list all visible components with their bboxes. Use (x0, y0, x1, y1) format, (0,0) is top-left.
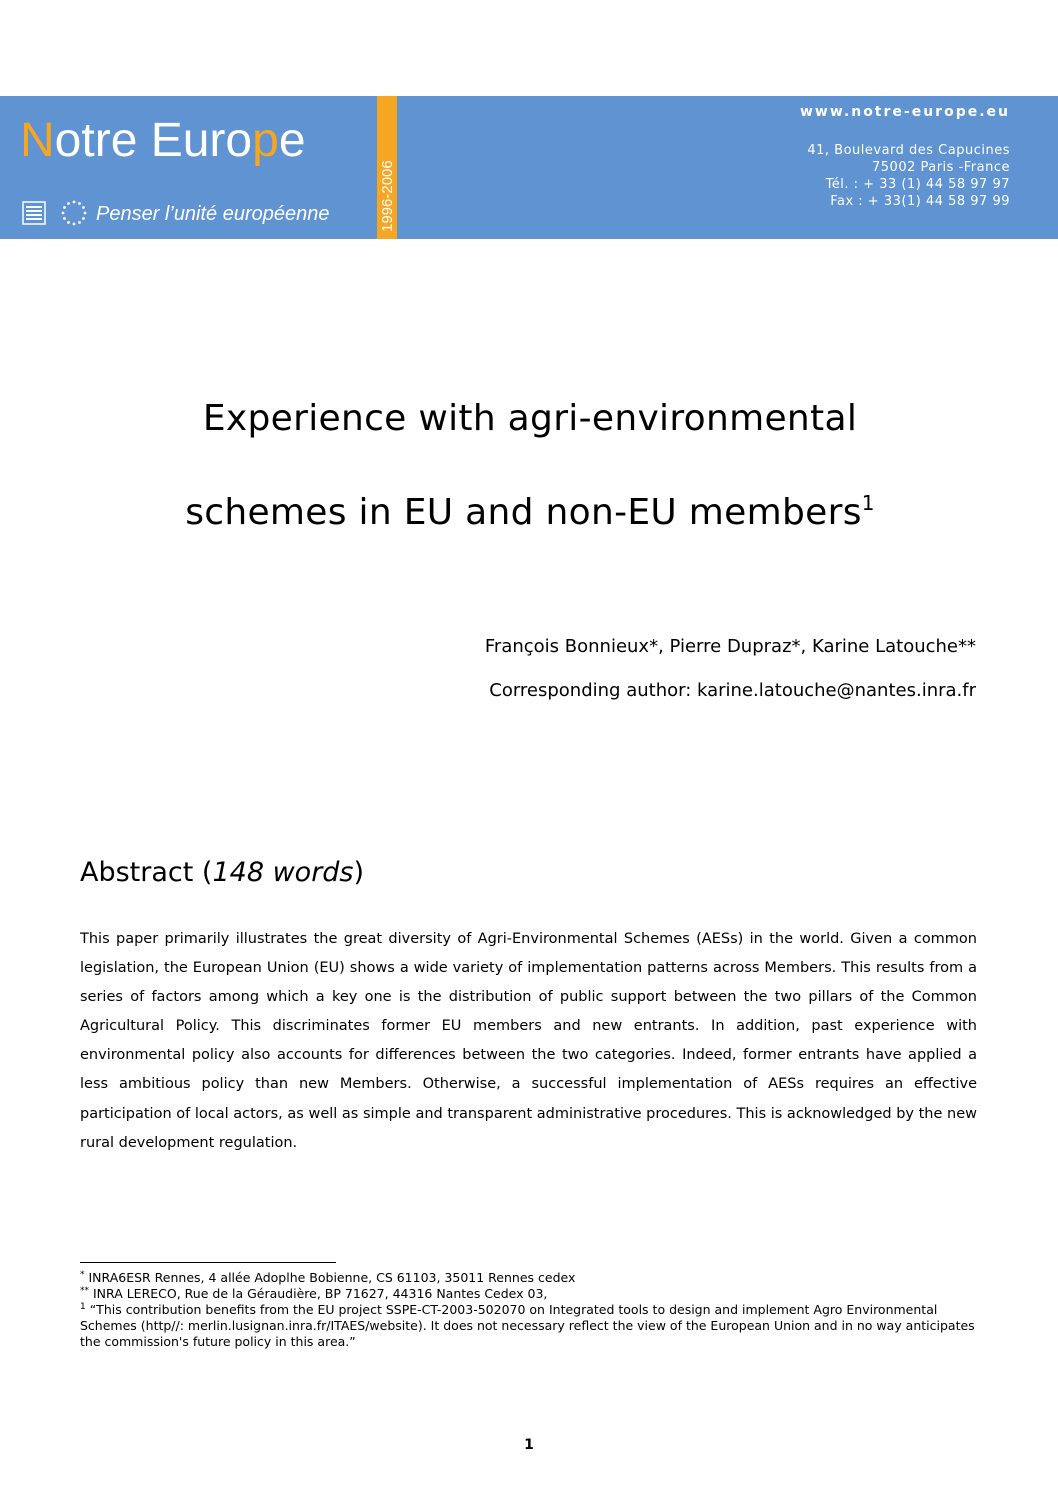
abstract-heading-label: Abstract ( (80, 857, 213, 888)
footnotes (80, 1270, 977, 1350)
logo-mid: otre Euro (54, 114, 253, 167)
footnote-2-mark: ** (80, 1286, 89, 1296)
footnote-1-text: INRA6ESR Rennes, 4 allée Adoplhe Bobienne, CS 61103, 35011 Rennes cedex (84, 1270, 576, 1285)
footnote-3-text: “This contribution benefits from the EU project SSPE-CT-2003-502070 on Integrated tools to design and implement Agro Environmental Schemes (http//: merlin.lusignan.inra.fr/ITAES/website). It does not necessary reflect the view of the European Union and in no way anticipates the commission's future policy in this area.” (80, 1302, 975, 1349)
abstract-heading (80, 855, 364, 891)
abstract-body: This paper primarily illustrates the great diversity of Agri-Environmental Schemes (AESs) in the world. Given a common legislation, the European Union (EU) shows a wide variety of implementation patterns across Members. This results from a series of factors among which a key one is the distribution of public support between the two pillars of the Common Agricultural Policy. This discriminates former EU members and new entrants. In addition, past experience with environmental policy also accounts for differences between the two categories. Indeed, former entrants have applied a less ambitious policy than new Members. Otherwise, a successful implementation of AESs requires an effective participation of local actors, as well as simple and transparent administrative procedures. This is acknowledged by the new rural development regulation. (80, 931, 977, 1151)
abstract-heading-close: ) (353, 857, 365, 888)
footnote-divider (80, 1262, 336, 1263)
website-link[interactable]: www.notre-europe.eu (800, 104, 1010, 120)
title-line-1: Experience with agri-environmental (202, 398, 858, 439)
document-icon (22, 201, 46, 225)
logo-wordmark (20, 114, 306, 167)
logo-accent: p (252, 114, 279, 167)
title-line-2 (60, 466, 1000, 560)
anniversary-years: 1996-2006 (379, 160, 396, 232)
logo-first-letter: N (20, 114, 55, 167)
footnote-2 (80, 1286, 977, 1302)
page-number: 1 (524, 1437, 534, 1453)
footnote-1 (80, 1270, 977, 1286)
title-line-2-text: schemes in EU and non-EU members (185, 492, 862, 533)
paper-title (60, 372, 1000, 560)
footnote-3 (80, 1302, 977, 1350)
authors: François Bonnieux*, Pierre Dupraz*, Karine Latouche** (484, 636, 976, 657)
eu-stars-icon (60, 199, 88, 227)
phone: Tél. : + 33 (1) 44 58 97 97 (825, 177, 1010, 192)
address-line-2: 75002 Paris -France (872, 160, 1010, 175)
footnote-3-mark: 1 (80, 1302, 86, 1312)
corresponding-author: Corresponding author: karine.latouche@nantes.inra.fr (489, 680, 976, 701)
footnote-1-mark: * (80, 1270, 85, 1280)
contact-block (800, 104, 1010, 210)
tagline: Penser l’unité européenne (96, 203, 330, 225)
title-footnote-mark[interactable]: 1 (861, 491, 875, 515)
address-line-1: 41, Boulevard des Capucines (807, 143, 1010, 158)
logo-end: e (278, 114, 306, 167)
abstract-word-count: 148 words (212, 857, 354, 888)
footnote-2-text: INRA LERECO, Rue de la Géraudière, BP 71627, 44316 Nantes Cedex 03, (89, 1286, 548, 1301)
fax: Fax : + 33(1) 44 58 97 99 (830, 194, 1010, 209)
